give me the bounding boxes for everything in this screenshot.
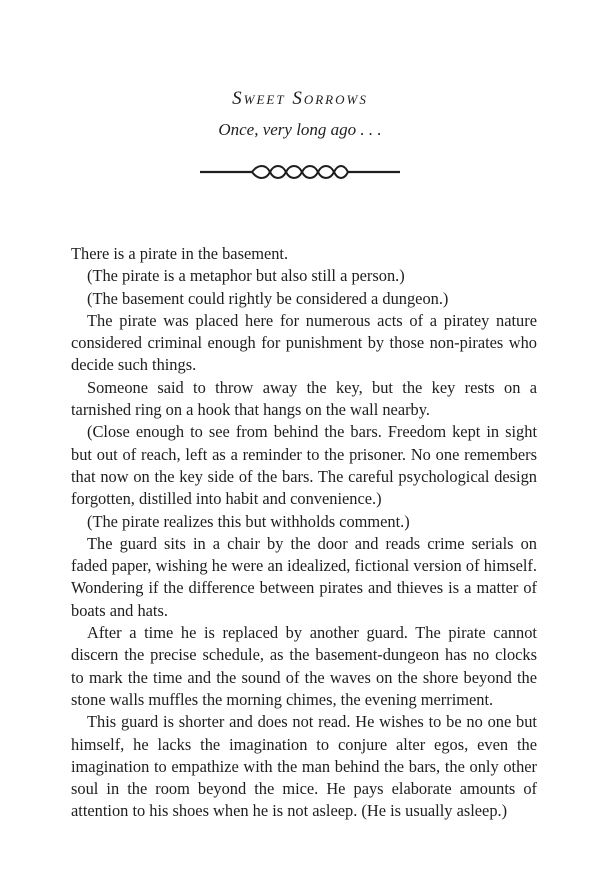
flourish-divider-icon <box>200 160 400 184</box>
paragraph: (The pirate is a metaphor but also still a person.) <box>87 266 405 286</box>
chapter-title: Sweet Sorrows <box>232 88 368 109</box>
paragraph: After a time he is replaced by another guard. The pirate cannot discern the precise schedule, as the basement-dungeon has no clocks to mark the time and the sound of the waves on the shore beyond the stone walls muffles the morning chimes, the evening merriment. <box>71 623 537 709</box>
paragraph: The guard sits in a chair by the door and reads crime serials on faded paper, wishing he were an idealized, fictional version of himself. Wondering if the difference between pirates and thieves is a matter of boats and hats. <box>71 533 537 620</box>
paragraph: This guard is shorter and does not read. He wishes to be no one but himself, he lacks the imagination to conjure alter egos, even the imagination to empathize with the man behind the bars, the only other soul in the room beyond the mice. He pays elaborate amounts of attention to his shoes when he is not asleep. (He is usually asleep.) <box>71 712 537 821</box>
paragraph: Someone said to throw away the key, but the key rests on a tarnished ring on a hook that hangs on the wall nearby. <box>71 377 537 420</box>
paragraph: (The basement could rightly be considered a dungeon.) <box>87 288 449 308</box>
paragraph: The pirate was placed here for numerous acts of a piratey nature considered criminal enough for punishment by those non-pirates who decide such things. <box>71 310 537 375</box>
paragraph: (Close enough to see from behind the bars. Freedom kept in sight but out of reach, left as a reminder to the prisoner. No one remembers that now on the key side of the bars. The careful psychological design forgotten, distilled into habit and convenience.) <box>71 422 537 509</box>
body-text <box>71 243 537 823</box>
paragraph: (The pirate realizes this but withholds comment.) <box>87 511 410 531</box>
paragraph: There is a pirate in the basement. <box>71 244 289 263</box>
chapter-subtitle: Once, very long ago . . . <box>218 120 382 139</box>
